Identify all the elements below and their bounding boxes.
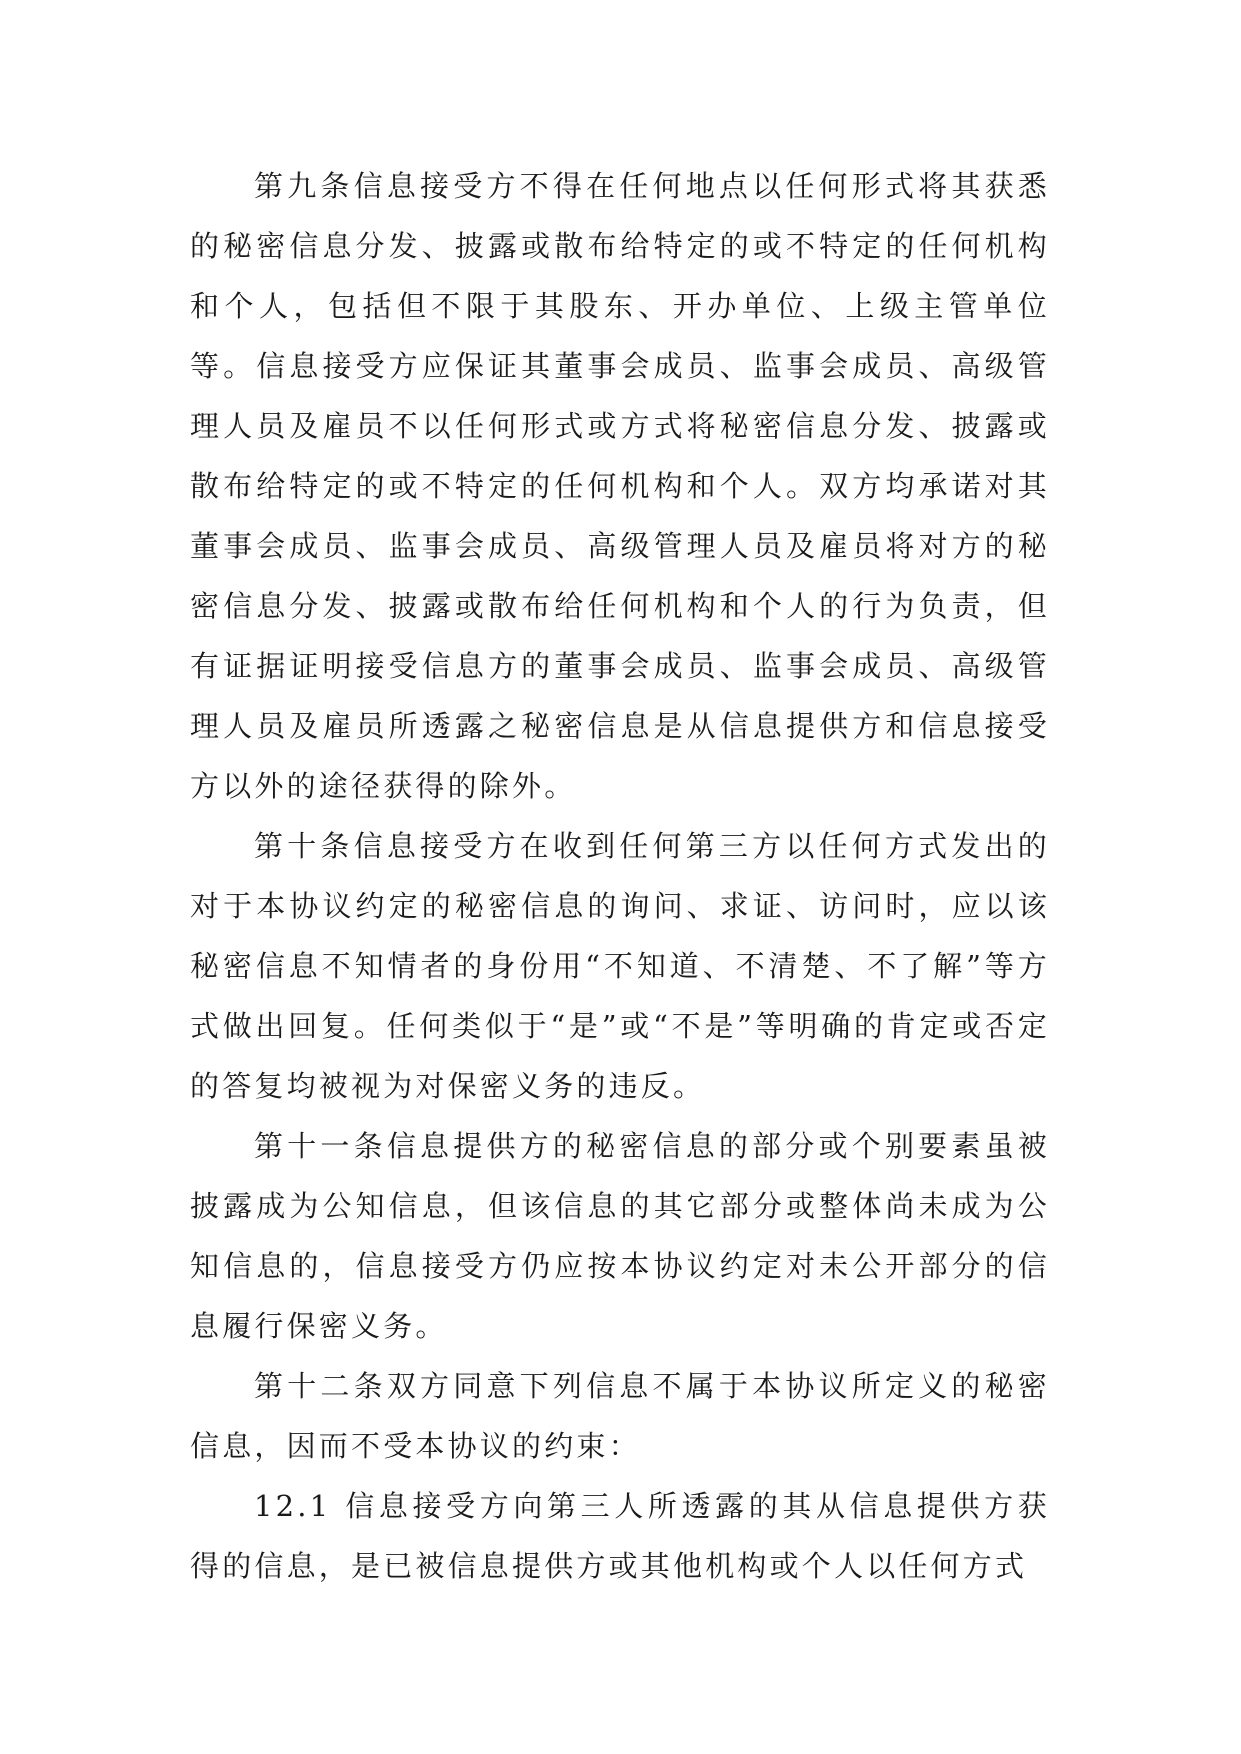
paragraph-article-10: 第十条信息接受方在收到任何第三方以任何方式发出的对于本协议约定的秘密信息的询问、求证、访问时，应以该秘密信息不知情者的身份用“不知道、不清楚、不了解”等方式做出回复。任何类似于“是”或“不是”等明确的肯定或否定的答复均被视为对保密义务的违反。 bbox=[190, 829, 1050, 1103]
paragraph-article-11: 第十一条信息提供方的秘密信息的部分或个别要素虽被披露成为公知信息，但该信息的其它部分或整体尚未成为公知信息的，信息接受方仍应按本协议约定对未公开部分的信息履行保密义务。 bbox=[190, 1129, 1050, 1343]
paragraph-clause-12-1: 12.1 信息接受方向第三人所透露的其从信息提供方获得的信息，是已被信息提供方或其他机构或个人以任何方式 bbox=[190, 1489, 1050, 1583]
paragraph-article-9: 第九条信息接受方不得在任何地点以任何形式将其获悉的秘密信息分发、披露或散布给特定的或不特定的任何机构和个人，包括但不限于其股东、开办单位、上级主管单位等。信息接受方应保证其董事会成员、监事会成员、高级管理人员及雇员不以任何形式或方式将秘密信息分发、披露或散布给特定的或不特定的任何机构和个人。双方均承诺对其董事会成员、监事会成员、高级管理人员及雇员将对方的秘密信息分发、披露或散布给任何机构和个人的行为负责，但有证据证明接受信息方的董事会成员、监事会成员、高级管理人员及雇员所透露之秘密信息是从信息提供方和信息接受方以外的途径获得的除外。 bbox=[190, 169, 1050, 803]
document-body bbox=[190, 156, 1050, 1596]
paragraph-article-12: 第十二条双方同意下列信息不属于本协议所定义的秘密信息，因而不受本协议的约束： bbox=[190, 1369, 1050, 1463]
